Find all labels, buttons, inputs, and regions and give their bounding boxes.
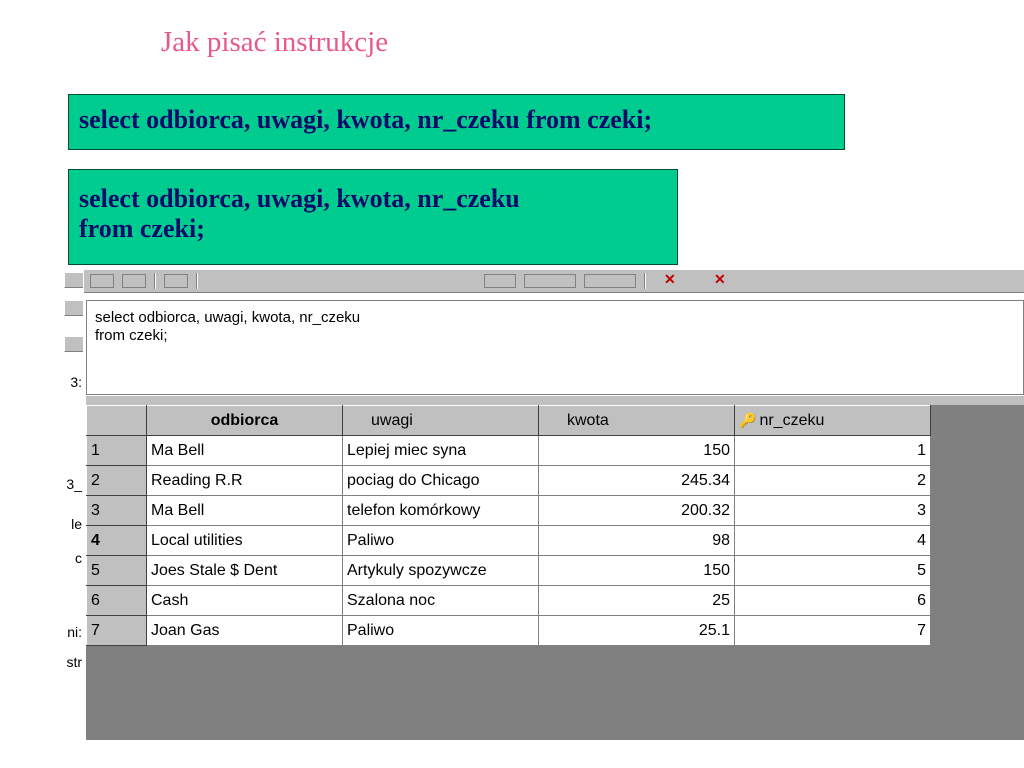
left-panel-button[interactable] xyxy=(64,300,83,316)
query-window-screenshot xyxy=(60,270,1024,740)
cell-nr-czeku[interactable]: 5 xyxy=(735,556,931,586)
left-panel-text: c xyxy=(75,550,82,566)
code-box-single-line xyxy=(68,94,845,150)
sql-text[interactable] xyxy=(95,309,360,345)
cell-uwagi[interactable]: Szalona noc xyxy=(343,586,539,616)
cell-odbiorca[interactable]: Reading R.R xyxy=(147,466,343,496)
left-panel-text: str xyxy=(66,654,82,670)
left-panel-text: le xyxy=(71,516,82,532)
table-row[interactable] xyxy=(87,526,931,556)
sql-line-1: select odbiorca, uwagi, kwota, nr_czeku xyxy=(95,309,361,326)
row-selector[interactable]: 5 xyxy=(87,556,147,586)
left-panel-button[interactable] xyxy=(64,336,83,352)
cell-uwagi[interactable]: Artykuly spozywcze xyxy=(343,556,539,586)
toolbar-button[interactable] xyxy=(484,274,516,288)
toolbar xyxy=(84,270,1024,293)
cell-uwagi[interactable]: Lepiej miec syna xyxy=(343,436,539,466)
table-row[interactable] xyxy=(87,556,931,586)
cell-kwota[interactable]: 25.1 xyxy=(539,616,735,646)
sql-line-2: from czeki; xyxy=(95,327,168,344)
cell-kwota[interactable]: 200.32 xyxy=(539,496,735,526)
cell-nr-czeku[interactable]: 7 xyxy=(735,616,931,646)
toolbar-button[interactable] xyxy=(524,274,576,288)
cell-odbiorca[interactable]: Cash xyxy=(147,586,343,616)
table-row[interactable] xyxy=(87,436,931,466)
left-panel-text: 3_ xyxy=(66,476,82,492)
column-header-kwota[interactable]: kwota xyxy=(539,406,735,436)
cell-nr-czeku[interactable]: 2 xyxy=(735,466,931,496)
toolbar-button[interactable] xyxy=(122,274,146,288)
sql-editor[interactable] xyxy=(86,300,1024,395)
left-panel-text: 3: xyxy=(70,374,82,390)
row-selector[interactable]: 3 xyxy=(87,496,147,526)
toolbar-separator xyxy=(644,273,646,289)
table-row[interactable] xyxy=(87,466,931,496)
code-line-2: from czeki; xyxy=(79,214,205,243)
table-row[interactable] xyxy=(87,586,931,616)
code-line-1: select odbiorca, uwagi, kwota, nr_czeku xyxy=(79,184,520,213)
close-icon[interactable]: ✕ xyxy=(664,271,676,287)
cell-odbiorca[interactable]: Ma Bell xyxy=(147,436,343,466)
cell-kwota[interactable]: 150 xyxy=(539,556,735,586)
row-selector-header[interactable] xyxy=(87,406,147,436)
row-selector[interactable]: 4 xyxy=(87,526,147,556)
row-selector[interactable]: 6 xyxy=(87,586,147,616)
row-selector[interactable]: 7 xyxy=(87,616,147,646)
results-table xyxy=(86,405,931,646)
cell-odbiorca[interactable]: Joes Stale $ Dent xyxy=(147,556,343,586)
cell-kwota[interactable]: 150 xyxy=(539,436,735,466)
column-header-uwagi[interactable]: uwagi xyxy=(343,406,539,436)
cell-uwagi[interactable]: Paliwo xyxy=(343,526,539,556)
left-panel-button[interactable] xyxy=(64,272,83,288)
cell-nr-czeku[interactable]: 1 xyxy=(735,436,931,466)
slide-title: Jak pisać instrukcje xyxy=(161,26,389,58)
cell-nr-czeku[interactable]: 6 xyxy=(735,586,931,616)
toolbar-button[interactable] xyxy=(584,274,636,288)
cell-kwota[interactable]: 98 xyxy=(539,526,735,556)
row-selector[interactable]: 1 xyxy=(87,436,147,466)
code-box-two-lines xyxy=(68,169,678,265)
table-row[interactable] xyxy=(87,616,931,646)
column-header-odbiorca[interactable]: odbiorca xyxy=(147,406,343,436)
toolbar-separator xyxy=(154,273,156,289)
close-icon[interactable]: ✕ xyxy=(714,271,726,287)
cell-nr-czeku[interactable]: 4 xyxy=(735,526,931,556)
cell-kwota[interactable]: 245.34 xyxy=(539,466,735,496)
cell-uwagi[interactable]: Paliwo xyxy=(343,616,539,646)
grid-header-row xyxy=(87,406,931,436)
cell-kwota[interactable]: 25 xyxy=(539,586,735,616)
cell-nr-czeku[interactable]: 3 xyxy=(735,496,931,526)
left-panel-text: ni: xyxy=(67,624,82,640)
results-grid xyxy=(86,405,1024,740)
toolbar-button[interactable] xyxy=(164,274,188,288)
cell-uwagi[interactable]: telefon komórkowy xyxy=(343,496,539,526)
cell-odbiorca[interactable]: Local utilities xyxy=(147,526,343,556)
cell-odbiorca[interactable]: Joan Gas xyxy=(147,616,343,646)
table-row[interactable] xyxy=(87,496,931,526)
cell-uwagi[interactable]: pociag do Chicago xyxy=(343,466,539,496)
column-header-nr-czeku-label: nr_czeku xyxy=(759,411,825,429)
cell-odbiorca[interactable]: Ma Bell xyxy=(147,496,343,526)
row-selector[interactable]: 2 xyxy=(87,466,147,496)
toolbar-button[interactable] xyxy=(90,274,114,288)
left-panel-strip xyxy=(60,270,84,740)
toolbar-separator xyxy=(196,273,198,289)
column-header-nr-czeku[interactable] xyxy=(735,406,931,436)
primary-key-icon: 🔑 xyxy=(739,411,757,428)
code-line: select odbiorca, uwagi, kwota, nr_czeku from czeki; xyxy=(79,105,653,134)
